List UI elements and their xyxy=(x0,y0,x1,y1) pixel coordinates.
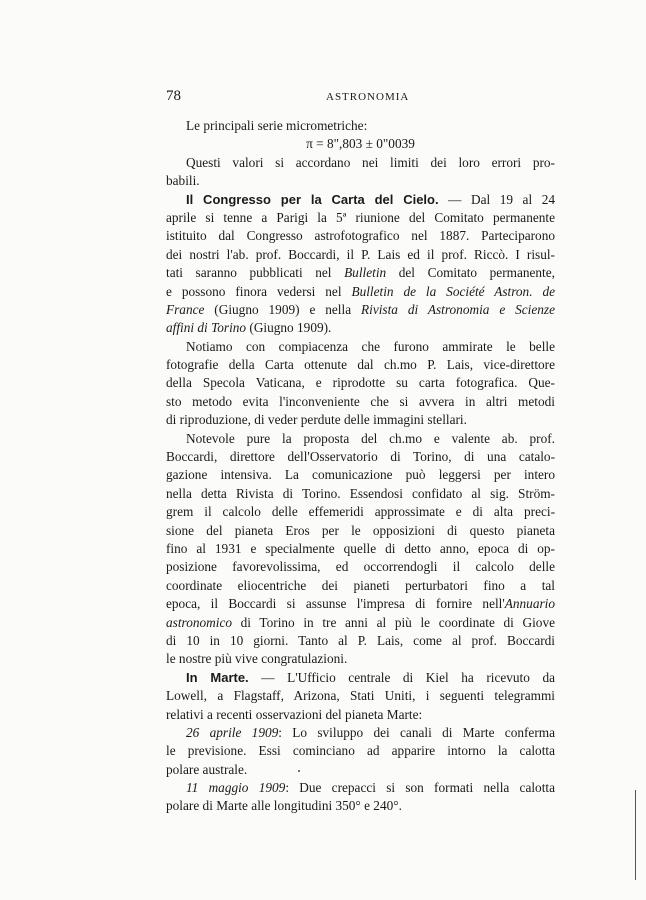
text-span: sto metodo evita l'inconveniente che si avvera in altri metodi xyxy=(166,393,555,409)
text-span: Notiamo con compiacenza che furono ammirate le belle xyxy=(186,338,555,354)
body-text xyxy=(166,117,555,816)
formula: π = 8",803 ± 0"0039 xyxy=(306,136,415,152)
text-line xyxy=(166,650,555,668)
text-span: di 10 in 10 giorni. Tanto al P. Lais, come al prof. Boccardi xyxy=(166,632,555,648)
text-span: — L'Ufficio centrale di Kiel ha ricevuto da xyxy=(248,669,555,685)
text-line xyxy=(166,356,555,374)
italic-span: affini di Torino xyxy=(166,320,247,336)
text-line xyxy=(166,522,555,540)
text-line xyxy=(166,430,555,448)
text-span: di Torino in tre anni al più le coordinate di Giove xyxy=(232,614,555,630)
text-line xyxy=(166,154,555,172)
text-line xyxy=(166,614,555,632)
text-line xyxy=(166,301,555,319)
text-span: polare australe. xyxy=(166,761,248,777)
section-heading-line xyxy=(166,191,555,209)
text-line xyxy=(166,742,555,760)
page-number: 78 xyxy=(166,88,181,104)
text-span: le nostre più vive congratulazioni. xyxy=(166,651,348,667)
text-span: Questi valori si accordano nei limiti dei loro errori pro- xyxy=(186,154,555,170)
text-span: dei nostri l'ab. prof. Boccardi, il P. Lais ed il prof. Riccò. I risul- xyxy=(166,246,555,262)
italic-span: Bulletin de la Société Astron. de xyxy=(351,283,555,299)
text-line xyxy=(166,374,555,392)
text-span: fino al 1931 e specialmente quelle di detto anno, epoca di op- xyxy=(166,540,555,556)
text-span: sione del pianeta Eros per le opposizioni di questo pianeta xyxy=(166,522,555,538)
text-span: aprile si tenne a Parigi la 5ª riunione del Comitato permanente xyxy=(166,209,555,225)
text-line xyxy=(166,779,555,797)
text-span: le previsione. Essi cominciano ad apparire intorno la calotta xyxy=(166,743,555,759)
section-heading-in-marte: In Marte. xyxy=(186,669,249,685)
text-line xyxy=(166,761,555,779)
text-span: polare di Marte alle longitudini 350° e 240°. xyxy=(166,798,402,814)
text-span: (Giugno 1909). xyxy=(246,320,332,336)
text-span: relativi a recenti osservazioni del pianeta Marte: xyxy=(166,706,423,722)
text-line xyxy=(166,503,555,521)
text-span: Boccardi, direttore dell'Osservatorio di Torino, di una catalo- xyxy=(166,449,555,465)
text-span: epoca, il Boccardi si assunse l'impresa di fornire nell' xyxy=(166,596,505,612)
italic-span: France xyxy=(166,301,205,317)
text-span: grem il calcolo delle effemeridi approssimate e di alta preci- xyxy=(166,504,555,520)
text-span: babili. xyxy=(166,173,200,189)
text-line xyxy=(166,338,555,356)
text-line xyxy=(166,797,555,815)
text-span: coordinate eliocentriche dei pianeti perturbatori fino a tal xyxy=(166,577,555,593)
text-span: (Giugno 1909) e nella xyxy=(204,301,362,317)
text-line xyxy=(166,595,555,613)
text-line xyxy=(166,319,555,337)
text-line xyxy=(166,558,555,576)
text-span: posizione favorevolissima, ed occorrendogli il calcolo delle xyxy=(166,559,555,575)
text-span: di riproduzione, di veder perdute delle immagini stellari. xyxy=(166,412,467,428)
text-span: del Comitato permanente, xyxy=(386,265,555,281)
text-span: tati saranno pubblicati nel xyxy=(166,265,345,281)
text-line xyxy=(166,246,555,264)
running-head: ASTRONOMIA xyxy=(326,91,410,103)
text-line xyxy=(166,117,555,135)
text-span: fotografie della Carta ottenute dal ch.mo P. Lais, vice-direttore xyxy=(166,357,555,373)
text-span: Lowell, a Flagstaff, Arizona, Stati Uniti, i seguenti telegrammi xyxy=(166,688,555,704)
text-line xyxy=(166,411,555,429)
scan-edge-line xyxy=(635,790,636,880)
scan-speck xyxy=(298,770,300,772)
text-line xyxy=(166,687,555,705)
italic-span: Bulletin xyxy=(344,265,387,281)
text-span: istituito dal Congresso astrofotografico nel 1887. Parteciparono xyxy=(166,228,555,244)
text-span: gazione intensiva. La comunicazione può leggersi per intero xyxy=(166,467,555,483)
text-span: : Lo sviluppo dei canali di Marte conferma xyxy=(278,724,555,740)
text-line xyxy=(166,724,555,742)
text-line xyxy=(166,227,555,245)
text-line xyxy=(166,577,555,595)
text-line xyxy=(166,283,555,301)
text-line xyxy=(166,172,555,190)
text-line xyxy=(166,632,555,650)
text-line xyxy=(166,264,555,282)
text-span: nella detta Rivista di Torino. Essendosi confidato al sig. Ström- xyxy=(166,485,555,501)
italic-span: 26 aprile 1909 xyxy=(186,724,279,740)
section-heading-carta-del-cielo: Il Congresso per la Carta del Cielo. xyxy=(186,191,439,207)
text-span: Notevole pure la proposta del ch.mo e valente ab. prof. xyxy=(186,430,555,446)
italic-span: astronomico xyxy=(166,614,232,630)
text-span: — Dal 19 al 24 xyxy=(438,191,555,207)
page-header xyxy=(166,88,554,108)
text-line xyxy=(166,448,555,466)
text-span: della Specola Vaticana, e riprodotte su carta fotografica. Que- xyxy=(166,375,555,391)
text-line xyxy=(166,540,555,558)
text-span: : Due crepacci si son formati nella calotta xyxy=(285,780,555,796)
formula-line xyxy=(166,135,555,153)
text-line xyxy=(166,209,555,227)
text-span: e possono finora vedersi nel xyxy=(166,283,352,299)
section-heading-line xyxy=(166,669,555,687)
italic-span: Rivista di Astronomia e Scienze xyxy=(361,301,555,317)
text-line xyxy=(166,485,555,503)
text-line xyxy=(166,706,555,724)
text-span: Le principali serie micrometriche: xyxy=(186,118,368,133)
text-line xyxy=(166,393,555,411)
italic-span: 11 maggio 1909 xyxy=(186,780,286,796)
text-line xyxy=(166,466,555,484)
italic-span: Annuario xyxy=(504,596,555,612)
